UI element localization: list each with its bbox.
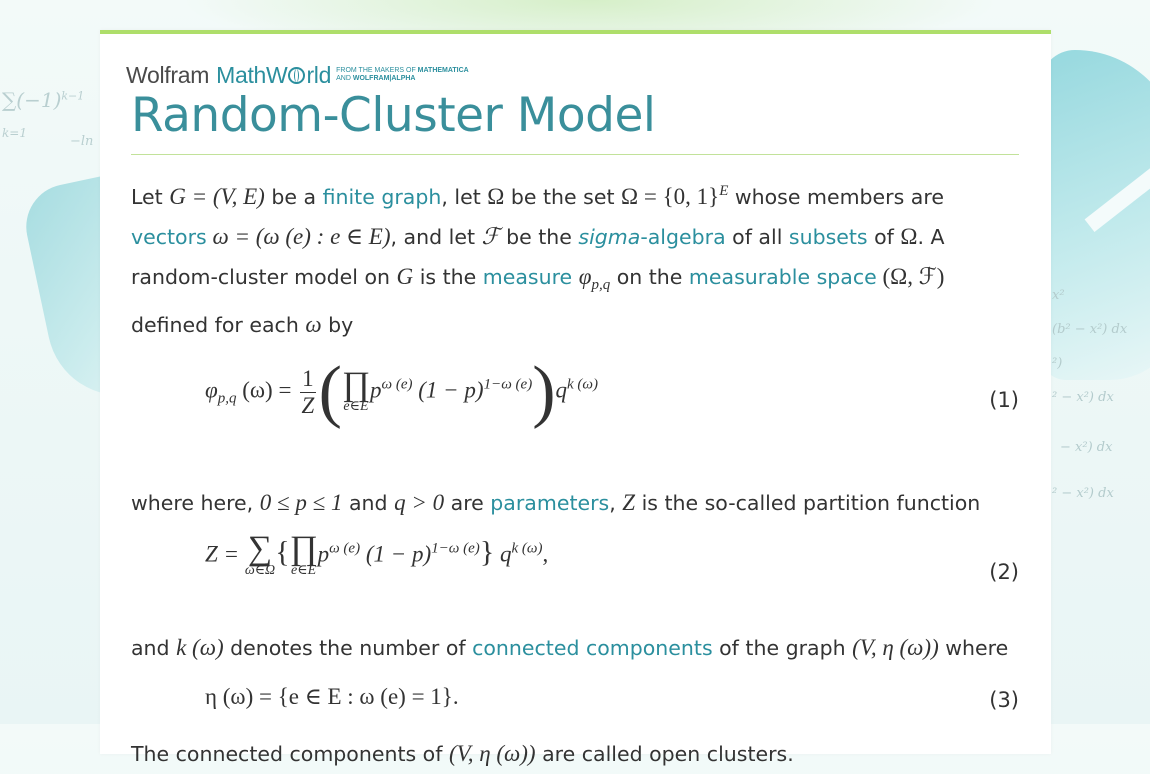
article-body (131, 172, 1021, 766)
link-subsets[interactable]: subsets (788, 225, 868, 249)
link-vectors[interactable]: vectors (131, 225, 207, 249)
paragraph-components: and k (ω) denotes the number of connected components of the graph (V, η (ω)) where (131, 635, 1009, 660)
link-connected-components[interactable]: connected components (472, 636, 713, 660)
equation-number-1: (1) (989, 388, 1019, 412)
link-measurable-space[interactable]: measurable space (688, 265, 877, 289)
paragraph-parameters: where here, 0 ≤ p ≤ 1 and q > 0 are parameters, Z is the so-called partition function (131, 490, 981, 515)
link-parameters[interactable]: parameters (490, 491, 610, 515)
bg-formula-r1: x² (1052, 288, 1065, 303)
logo-mathworld-text: MathW rld (216, 61, 332, 88)
article-card (100, 30, 1051, 766)
link-measure[interactable]: measure (482, 265, 573, 289)
bg-formula-r6: ² − x²) dx (1052, 486, 1114, 501)
link-finite-graph[interactable]: finite graph (322, 185, 442, 209)
equation-number-3: (3) (989, 688, 1019, 712)
bg-formula-r4: ² − x²) dx (1052, 390, 1114, 405)
math-omega-set: Ω = {0, 1} (621, 184, 720, 209)
paragraph-open-clusters: The connected components of (V, η (ω)) are called open clusters. (131, 741, 794, 766)
bg-formula-r5: − x²) dx (1060, 440, 1113, 455)
equation-2 (131, 530, 1021, 614)
logo-tagline: FROM THE MAKERS OF MATHEMATICA AND WOLFRAM|ALPHA (336, 67, 469, 82)
bg-formula-r3: ²) (1052, 356, 1063, 371)
page-title: Random-Cluster Model (131, 88, 656, 143)
equation-number-2: (2) (989, 560, 1019, 584)
equation-2-formula: Z = ∑ ω∈Ω { ∏ e∈E $p^{\omega (e)}$ $(1 - p)^{1-\omega (e)}$} $q^{k (\omega)}$, (205, 530, 549, 578)
equation-3 (131, 682, 1021, 722)
title-divider (131, 154, 1019, 155)
paragraph-definition: Let G = (V, E) be a finite graph, let Ω be the set Ω = {0, 1}$^E$ whose members are vectors ω = (ω (e) : e ∈ E), and let ℱ be the sigma-algebra of all subsets of Ω. A random-cluster model on G is the measure $\varphi_{p,q}$ on the measurable space (Ω, ℱ) defined for each ω by (131, 183, 945, 337)
mathworld-logo[interactable] (126, 61, 469, 89)
bg-formula-r2: (b² − x²) dx (1052, 322, 1128, 337)
math-omega-vector: ω = (ω (e) : e ∈ E) (206, 224, 391, 249)
globe-icon (288, 67, 305, 84)
equation-1 (131, 352, 1021, 462)
bg-formula-sum: $\sum(-1)^{k-1}$ (2, 88, 85, 112)
equation-1-formula: $\varphi_{p,q}$ (ω) = $\frac{1}{Z}$ ( ∏ e∈E $p^{\omega (e)}$ $(1 - p)^{1-\omega (e)})q^{k (\omega)}$ (205, 353, 599, 430)
link-sigma-algebra[interactable]: sigma-algebra (578, 225, 726, 249)
bg-formula-ln: −ln (70, 134, 94, 149)
logo-wolfram-text: Wolfram (126, 61, 210, 88)
math-graph: G = (V, E) (169, 184, 265, 209)
bg-formula-index: k=1 (2, 126, 27, 140)
equation-3-formula: η (ω) = {e ∈ E : ω (e) = 1}. (205, 684, 459, 709)
